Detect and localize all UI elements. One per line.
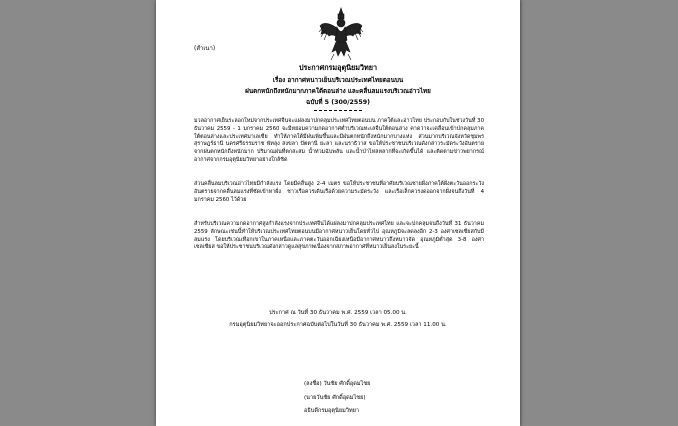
paragraph-1: มวลอากาศเย็นระลอกใหม่จากประเทศจีนจะแผ่ลงมาปกคลุมประเทศไทยตอนบน ภาคใต้และอ่าวไทย ประกอบกับในช่วงวันที่ 30 ธันวาคม 2559 - 1 มกราคม 2560 จะมีหย่อมความกดอากาศต่ำบริเวณทะเลจีนใต้ตอนล่าง คาดว่าจะเคลื่อนเข้าปกคลุมภาคใต้ตอนล่างและประเทศมาเลเซีย ทำให้ภาคใต้มีฝนเพิ่มขึ้นและมีฝนตกหนักถึงหนักมากบางแห่ง ส่วนมากบริเวณจังหวัดชุมพร สุราษฎร์ธานี นครศรีธรรมราช พัทลุง สงขลา ปัตตานี ยะลา และนราธิวาส ขอให้ประชาชนบริเวณดังกล่าวระมัดระวังอันตรายจากฝนตกหนักถึงหนักมาก ปริมาณฝนที่ตกสะสม น้ำท่วมฉับพลัน และน้ำป่าไหลหลากที่จะเกิดขึ้นได้ และติดตามข่าวพยากรณ์อากาศจากกรมอุตุนิยมวิทยาอย่างใกล้ชิด xyxy=(194,118,484,164)
signer-position: อธิบดีกรมอุตุนิยมวิทยา xyxy=(304,408,360,414)
viewer-right-margin xyxy=(522,0,678,426)
paragraph-3: สำหรับบริเวณความกดอากาศสูงกำลังแรงจากประเทศจีนได้แผ่ลงมาปกคลุมประเทศไทย และจะปกคลุมจนถึงวันที่ 31 ธันวาคม 2559 ลักษณะเช่นนี้ทำให้บริเวณประเทศไทยตอนบนมีอากาศหนาวเย็นโดยทั่วไป อุณหภูมิจะลดลงอีก 2-3 องศาเซลเซียสกับมีลมแรง โดยบริเวณเทือกเขาในภาคเหนือและภาคตะวันออกเฉียงเหนือมีอากาศหนาวถึงหนาวจัด อุณหภูมิต่ำสุด 3-8 องศาเซลเซียส ขอให้ประชาชนบริเวณดังกล่าวดูแลสุขภาพเนื่องจากสภาพอากาศที่หนาวเย็นลงในระยะนี้ xyxy=(194,221,484,251)
copy-label: (สำเนา) xyxy=(194,45,216,52)
paragraph-2: ส่วนคลื่นลมบริเวณอ่าวไทยมีกำลังแรง โดยมีคลื่นสูง 2-4 เมตร ขอให้ประชาชนที่อาศัยบริเวณชายฝั่งภาคใต้ฝั่งตะวันออกระวังอันตรายจากคลื่นลมแรงที่ซัดเข้าหาฝั่ง ชาวเรือควรเดินเรือด้วยความระมัดระวัง และเรือเล็กควรงดออกจากฝั่งจนถึงวันที่ 4 มกราคม 2560 ไว้ด้วย xyxy=(194,181,484,203)
next-issue-line: กรมอุตุนิยมวิทยาจะออกประกาศฉบับต่อไปในวันที่ 30 ธันวาคม พ.ศ. 2559 เวลา 11.00 น. xyxy=(229,322,447,328)
subject-line-2: ฝนตกหนักถึงหนักมากภาคใต้ตอนล่าง และคลื่นลมแรงบริเวณอ่าวไทย xyxy=(245,88,431,95)
viewer-left-margin xyxy=(0,0,158,426)
announcement-title: ประกาศกรมอุตุนิยมวิทยา xyxy=(298,63,378,72)
subject-line-1: เรื่อง อากาศหนาวเย็นบริเวณประเทศไทยตอนบน xyxy=(272,77,404,84)
signer-name: (นายวันชัย ศักดิ์อุดมไชย) xyxy=(304,395,366,401)
garuda-emblem-icon xyxy=(317,6,365,62)
document-page xyxy=(156,0,520,426)
divider xyxy=(314,110,362,111)
issued-line: ประกาศ ณ วันที่ 30 ธันวาคม พ.ศ. 2559 เวลา 05.00 น. xyxy=(269,310,407,316)
signed-line: (ลงชื่อ) วันชัย ศักดิ์อุดมไชย xyxy=(304,381,371,387)
announcement-number: ฉบับที่ 5 (300/2559) xyxy=(306,99,370,106)
